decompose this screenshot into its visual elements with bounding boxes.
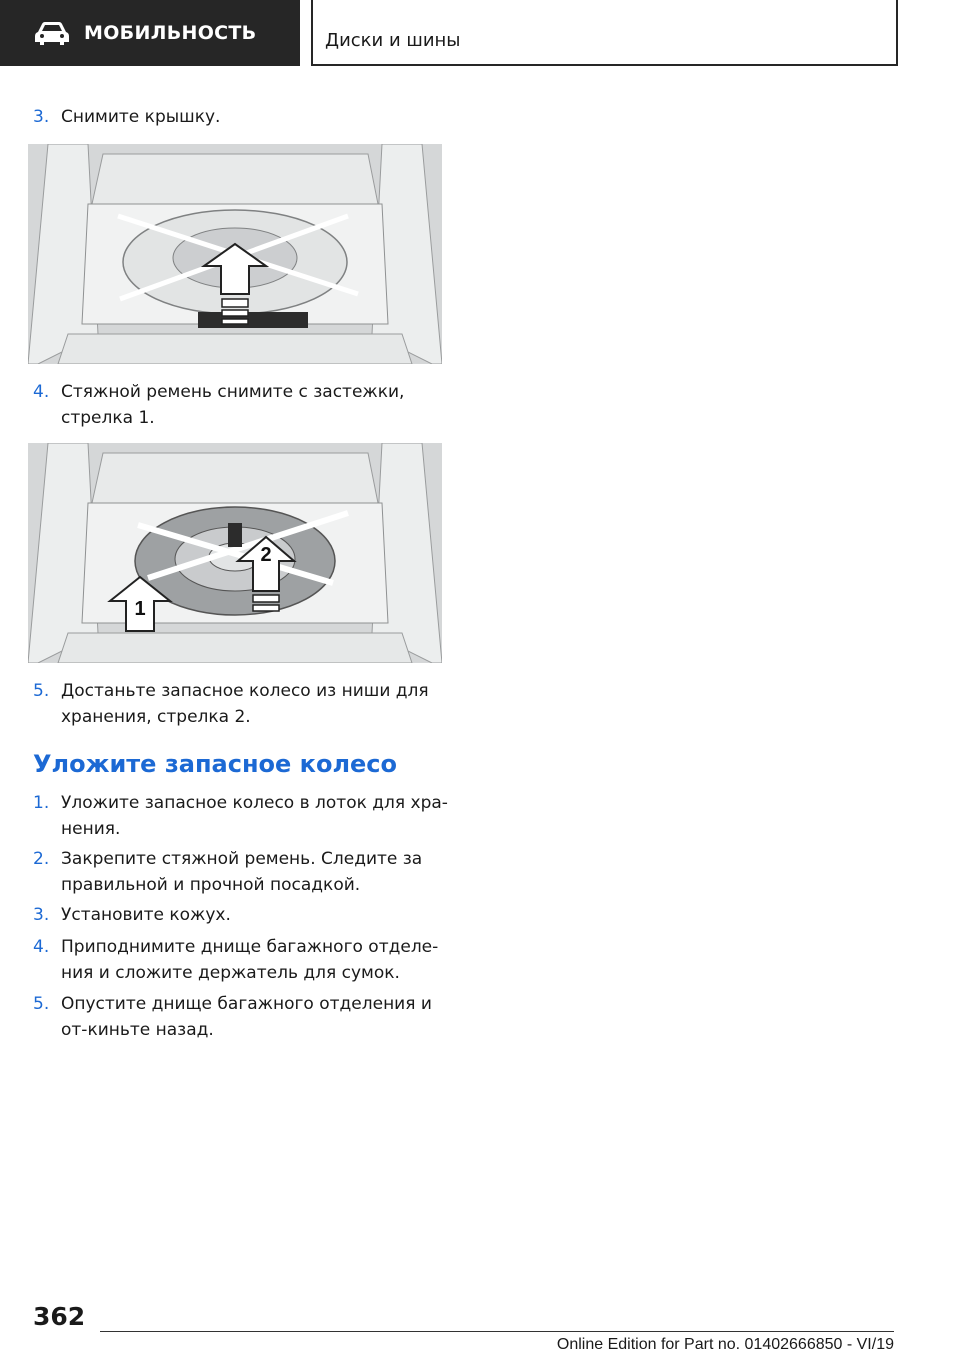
step-text: Закрепите стяжной ремень. Следите за правильной и прочной посадкой. <box>61 849 423 895</box>
list-item <box>33 790 453 842</box>
header-section-tab <box>0 0 300 66</box>
list-item <box>33 934 453 986</box>
list-item <box>33 678 453 730</box>
step-text: Снимите крышку. <box>61 107 221 127</box>
figure-spare-wheel-strap <box>28 443 442 663</box>
figure-trunk-cover <box>28 144 442 364</box>
chapter-title: Диски и шины <box>325 30 461 51</box>
subheading: Уложите запасное колесо <box>33 750 398 778</box>
step-text: Установите кожух. <box>61 905 231 925</box>
step-number: 1. <box>33 793 50 813</box>
step-number: 5. <box>33 994 50 1014</box>
step-number: 2. <box>33 849 50 869</box>
step-number: 5. <box>33 681 50 701</box>
list-item <box>33 991 453 1043</box>
list-item <box>33 846 453 898</box>
step-number: 3. <box>33 905 50 925</box>
arrow-1-label: 1 <box>134 598 146 620</box>
list-item <box>33 379 453 431</box>
step-text: Опустите днище багажного отделения и от-киньте назад. <box>61 994 432 1040</box>
list-item <box>33 902 453 928</box>
page-number: 362 <box>33 1302 86 1331</box>
section-label: МОБИЛЬНОСТЬ <box>84 22 257 44</box>
step-text: Достаньте запасное колесо из ниши для хранения, стрелка 2. <box>61 681 429 727</box>
list-item <box>33 104 453 130</box>
arrow-2-label: 2 <box>260 544 272 566</box>
car-icon <box>34 20 70 46</box>
step-text: Приподнимите днище багажного отделе-ния и сложите держатель для сумок. <box>61 937 439 983</box>
step-number: 4. <box>33 382 50 402</box>
footer-divider <box>100 1331 894 1332</box>
step-number: 3. <box>33 107 50 127</box>
step-text: Стяжной ремень снимите с застежки, стрелка 1. <box>61 382 405 428</box>
step-text: Уложите запасное колесо в лоток для хра-нения. <box>61 793 448 839</box>
step-number: 4. <box>33 937 50 957</box>
footer-edition: Online Edition for Part no. 01402666850 - VI/19 <box>556 1336 894 1353</box>
